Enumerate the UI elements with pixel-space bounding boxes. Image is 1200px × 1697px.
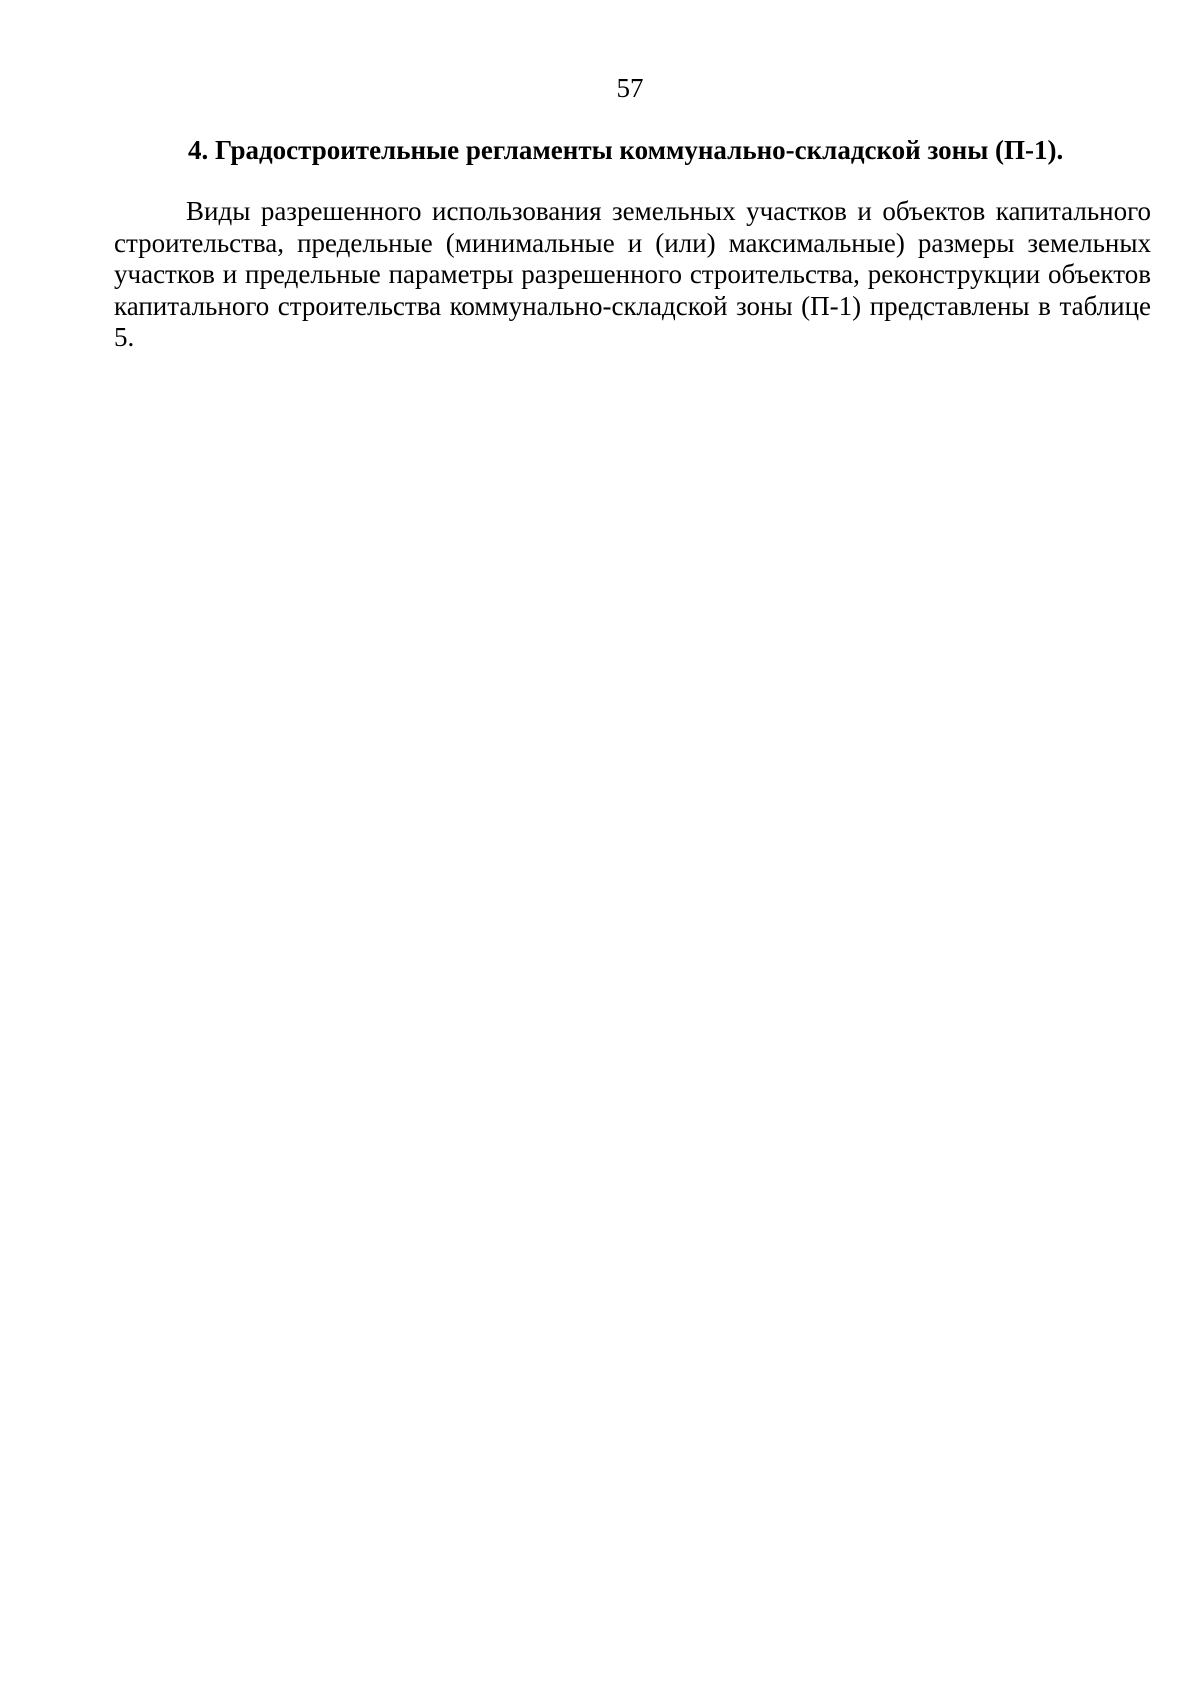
page-number: 57 <box>616 73 644 103</box>
body-paragraph: Виды разрешенного использования земельных участков и объектов капитального строительства, предельные (минимальные и (или) максимальные) размеры земельных участков и предельные параметры разрешенного строительства, реконструкции объектов капитального строительства коммунально-складской зоны (П-1) представлены в таблице 5. <box>114 196 1151 352</box>
section-heading: 4. Градостроительные регламенты коммунально-складской зоны (П-1). <box>188 135 1064 165</box>
